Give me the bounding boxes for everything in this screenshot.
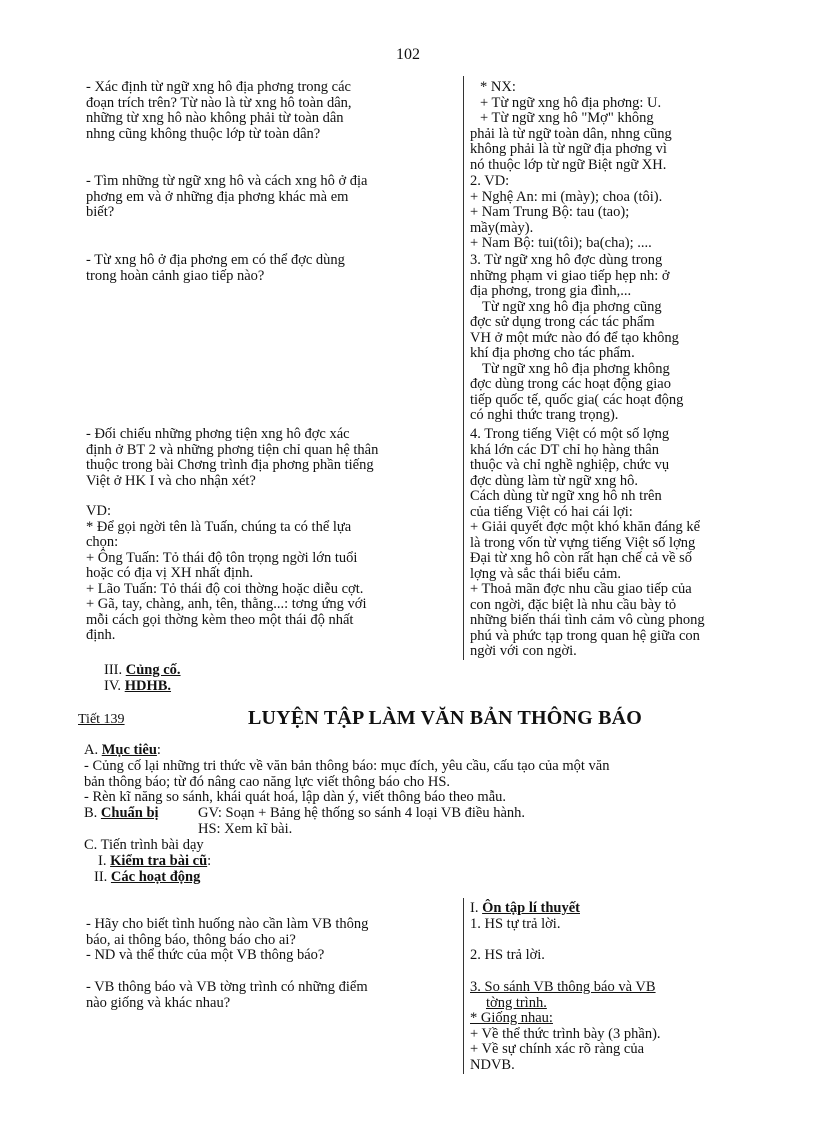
section-a-heading: A. Mục tiêu: — [84, 742, 161, 758]
section-c-heading: C. Tiến trình bài dạy — [84, 837, 204, 853]
section-c2-heading: II. Các hoạt động — [94, 869, 201, 885]
answer-6: 2. HS trả lời. — [470, 947, 545, 963]
review-heading: I. Ôn tập lí thuyết — [470, 900, 580, 916]
question-6: - ND và thể thức của một VB thông báo? — [86, 947, 325, 963]
answer-3: 3. Từ ngữ xng hô đợc dùng trong những phạm vi giao tiếp hẹp nh: ở địa phơng, trong gia đình,... Từ ngữ xng hô địa phơng cũng đợc sử dụng trong các tác phẩm VH ở một mức nào đó để tạo không khí địa phơng cho tác phẩm. Từ ngữ xng hô địa phơng không đợc dùng trong các hoạt động giao tiếp quốc tế, quốc gia( các hoạt động có nghi thức trang trọng). — [470, 252, 684, 423]
question-1: - Xác định từ ngữ xng hô địa phơng trong các đoạn trích trên? Từ nào là từ xng hô toàn dân, những từ xng hô nào không phải từ toàn dân nhng cũng không thuộc lớp từ toàn dân? — [86, 79, 352, 142]
question-3: - Từ xng hô ở địa phơng em có thể đợc dùng trong hoàn cảnh giao tiếp nào? — [86, 252, 345, 284]
question-2: - Tìm những từ ngữ xng hô và cách xng hô ở địa phơng em và ở những địa phơng khác mà em biết? — [86, 173, 368, 220]
question-7: - VB thông báo và VB tờng trình có những điểm nào giống và khác nhau? — [86, 979, 368, 1011]
section-b-heading: B. Chuẩn bị GV: Soạn + Bảng hệ thống so sánh 4 loại VB điều hành. — [84, 805, 526, 821]
lesson-label: Tiết 139 — [78, 712, 125, 727]
answer-1: * NX: + Từ ngữ xng hô địa phơng: U. + Từ ngữ xng hô "Mợ" không phải là từ ngữ toàn dân, nhng cũng không phải là từ ngữ địa phơng vì nó thuộc lớp từ ngữ Biệt ngữ XH. — [470, 79, 672, 173]
table-divider — [463, 76, 464, 660]
page-number: 102 — [396, 46, 420, 63]
example-block: VD: * Để gọi ngời tên là Tuấn, chúng ta có thể lựa chọn: + Ông Tuấn: Tỏ thái độ tôn trọng ngời lớn tuổi hoặc có địa vị XH nhất định. + Lão Tuấn: Tỏ thái độ coi thờng hoặc diễu cợt. + Gã, tay, chàng, anh, tên, thằng...: tơng ứng với mỗi cách gọi thờng kèm theo một thái độ nhất định. — [86, 503, 367, 643]
answer-5: 1. HS tự trả lời. — [470, 916, 561, 932]
answer-4: 4. Trong tiếng Việt có một số lợng khá lớn các DT chỉ họ hàng thân thuộc và chỉ nghề nghiệp, chức vụ đợc dùng làm từ ngữ xng hô. Cách dùng từ ngữ xng hô nh trên của tiếng Việt có hai cái lợi: + Giải quyết đợc một khó khăn đáng kể là trong vốn từ vựng tiếng Việt số lợng Đại từ xng hô còn rất hạn chế cả về số lợng và sắc thái biểu cảm. + Thoả mãn đợc nhu cầu giao tiếp của con ngời, đặc biệt là nhu cầu bày tỏ những biến thái tình cảm vô cùng phong phú và phức tạp trong quan hệ giữa con ngời với con ngời. — [470, 426, 705, 659]
goals-block: - Củng cố lại những tri thức về văn bản thông báo: mục đích, yêu cầu, cấu tạo của một văn bản thông báo; từ đó nâng cao năng lực viết thông báo cho HS. - Rèn kĩ năng so sánh, khái quát hoá, lập dàn ý, viết thông báo theo mẫu. — [84, 758, 610, 805]
question-4: - Đối chiếu những phơng tiện xng hô đợc xác định ở BT 2 và những phơng tiện chỉ quan hệ thân thuộc trong bài Chơng trình địa phơng phần tiếng Việt ở HK I và cho nhận xét? — [86, 426, 379, 489]
lesson-title: LUYỆN TẬP LÀM VĂN BẢN THÔNG BÁO — [248, 707, 643, 729]
question-5: - Hãy cho biết tình huống nào cần làm VB thông báo, ai thông báo, thông báo cho ai? — [86, 916, 369, 948]
section-c1-heading: I. Kiểm tra bài cũ: — [98, 853, 212, 869]
answer-2: 2. VD: + Nghệ An: mi (mày); choa (tôi). + Nam Trung Bộ: tau (tao); mầy(mày). + Nam Bộ: tui(tôi); ba(cha); .... — [470, 173, 663, 251]
section-4-heading: IV. HDHB. — [104, 678, 172, 694]
table-divider-2 — [463, 898, 464, 1074]
section-3-heading: III. Củng cố. — [104, 662, 181, 678]
prep-hs: HS: Xem kĩ bài. — [198, 821, 293, 837]
answer-7: 3. So sánh VB thông báo và VB tờng trình. * Giống nhau: + Về thể thức trình bày (3 phần). + Về sự chính xác rõ ràng của NDVB. — [470, 979, 661, 1073]
